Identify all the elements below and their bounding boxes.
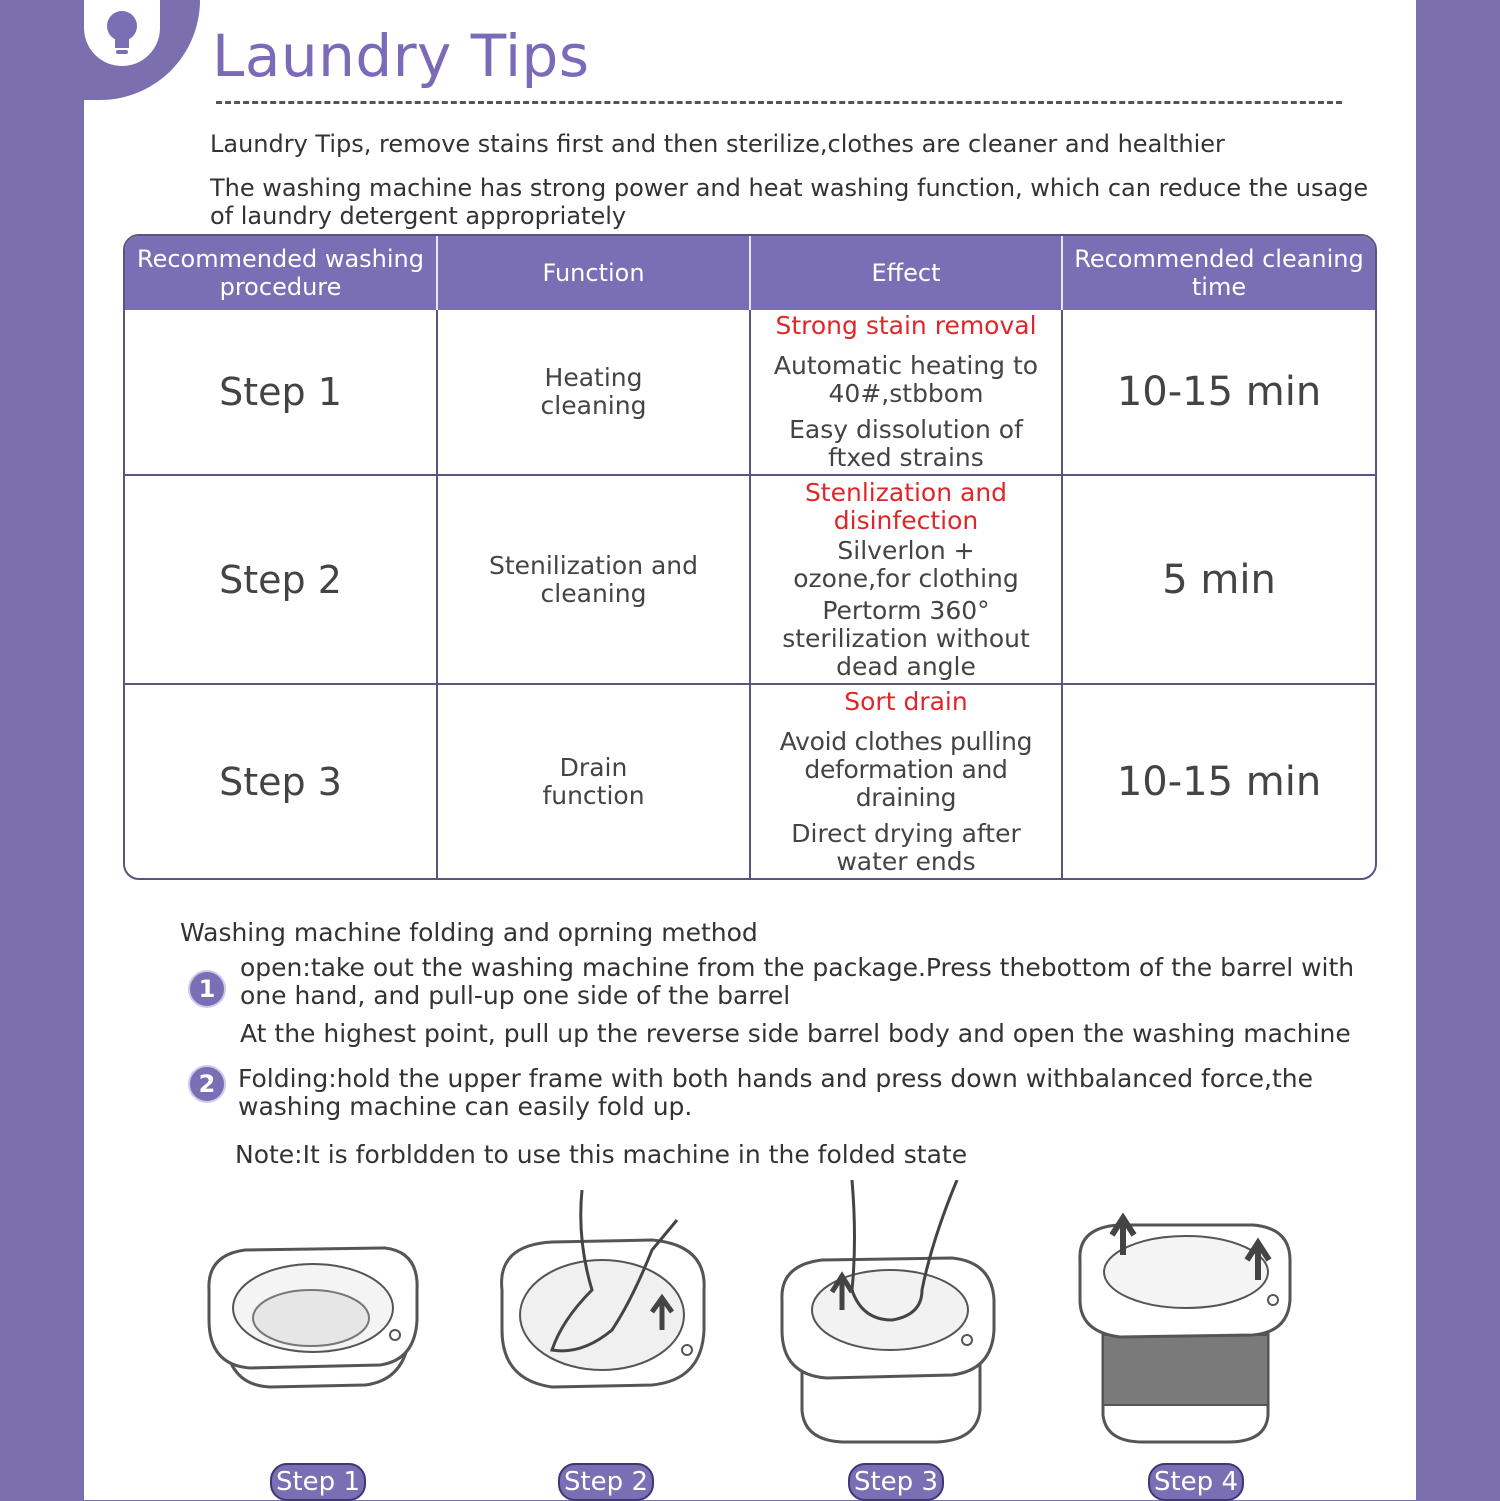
row-effect (751, 683, 1063, 878)
folding-heading: Washing machine folding and oprning method (180, 918, 758, 947)
washing-procedure-table (123, 234, 1377, 880)
title-divider (216, 101, 1342, 104)
row-effect (751, 310, 1063, 474)
effect-title: Sort drain (844, 686, 968, 716)
table-row (125, 310, 1375, 474)
row-function (438, 474, 751, 683)
row-time: 10-15 min (1063, 683, 1375, 878)
effect-line: Direct drying after water ends (791, 818, 1021, 876)
row-effect (751, 474, 1063, 683)
usage-note: Note:It is forbldden to use this machine in the folded state (235, 1140, 968, 1169)
header-function: Function (438, 236, 751, 310)
intro-line-2: The washing machine has strong power and heat washing function, which can reduce the usage of laundry detergent appropriately (210, 174, 1369, 230)
table-row (125, 474, 1375, 683)
row-function-text: Heating cleaning (540, 363, 647, 421)
number-badge-1: 1 (188, 970, 226, 1008)
step-badge-1: Step 1 (270, 1463, 366, 1501)
effect-line: Pertorm 360° sterilization without dead angle (782, 595, 1030, 681)
row-step: Step 2 (125, 474, 438, 683)
effect-title: Strong stain removal (775, 311, 1037, 341)
header-time: Recommended cleaning time (1063, 236, 1375, 310)
row-time: 5 min (1063, 474, 1375, 683)
table-row (125, 683, 1375, 878)
header-procedure: Recommended washing procedure (125, 236, 438, 310)
row-step: Step 3 (125, 683, 438, 878)
effect-line: Easy dissolution of ftxed strains (789, 415, 1023, 473)
washer-lift-illustration (772, 1180, 1012, 1450)
step-badge-3: Step 3 (848, 1463, 944, 1501)
row-function-text: Stenilization and cleaning (488, 550, 699, 608)
step-badge-4: Step 4 (1148, 1463, 1244, 1501)
page-title: Laundry Tips (212, 22, 590, 90)
intro-line-1: Laundry Tips, remove stains first and then sterilize,clothes are cleaner and healthier (210, 130, 1225, 158)
row-step: Step 1 (125, 310, 438, 474)
washer-press-illustration (482, 1180, 722, 1410)
effect-title: Stenlization and disinfection (804, 477, 1008, 535)
header-effect: Effect (751, 236, 1063, 310)
open-instruction: open:take out the washing machine from the package.Press thebottom of the barrel with one hand, and pull-up one side of the barrel (240, 953, 1355, 1010)
row-function (438, 310, 751, 474)
effect-line: Avoid clothes pulling deformation and draining (779, 726, 1033, 812)
row-time: 10-15 min (1116, 369, 1322, 416)
washer-open-illustration (195, 1180, 435, 1410)
step-badge-2: Step 2 (558, 1463, 654, 1501)
effect-line: Automatic heating to 40#,stbbom (773, 351, 1039, 409)
effect-line: Silverlon + ozone,for clothing (793, 535, 1019, 593)
table-header-row (125, 236, 1375, 310)
row-function-text: Drain function (542, 752, 645, 810)
fold-instruction: Folding:hold the upper frame with both hands and press down withbalanced force,the washing machine can easily fold up. (238, 1064, 1313, 1121)
row-function (438, 683, 751, 878)
washer-unfold-illustration (1068, 1180, 1308, 1450)
number-badge-2: 2 (188, 1065, 226, 1103)
open-instruction-detail: At the highest point, pull up the reverse side barrel body and open the washing machine (240, 1019, 1351, 1048)
lightbulb-icon (100, 8, 144, 58)
